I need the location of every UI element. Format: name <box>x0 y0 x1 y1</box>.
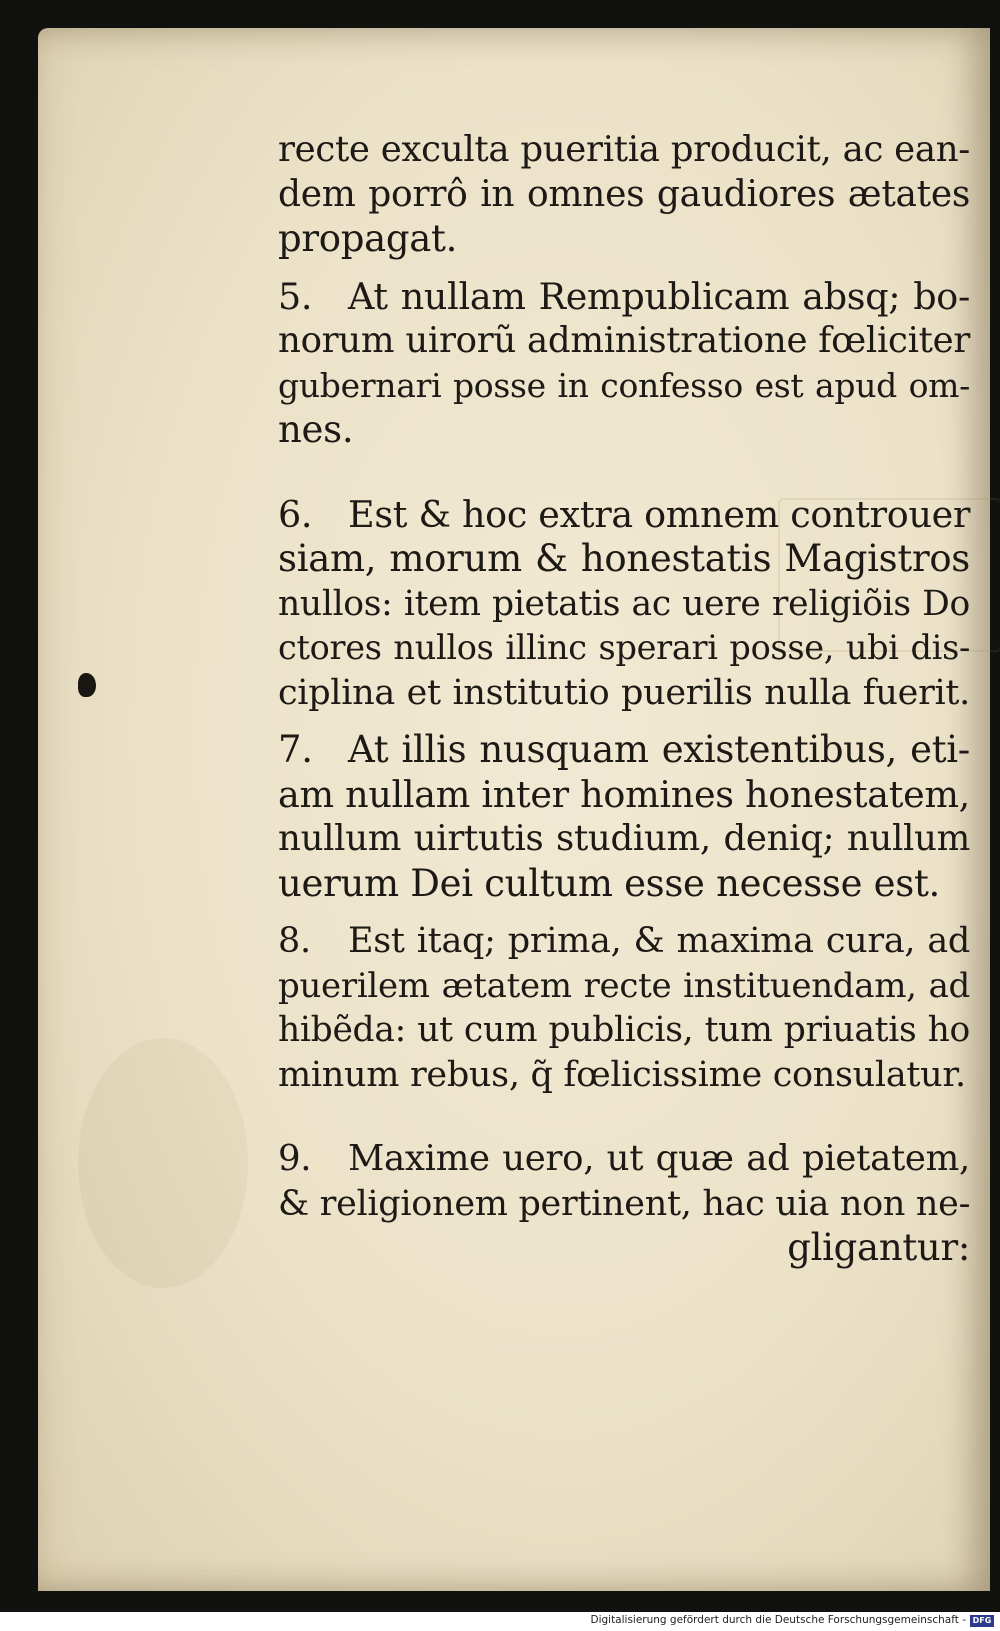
text-line: & religionem pertinent, hac uia non ne- <box>278 1183 971 1224</box>
text-line: uerum Dei cultum esse necesse est. <box>278 861 940 905</box>
dfg-logo: DFG <box>970 1615 994 1627</box>
paragraph-9 <box>278 1137 970 1271</box>
text-line: siam, morum & honestatis Magistros <box>278 537 970 580</box>
paragraph-number: 6. <box>278 492 313 536</box>
text-line: hibẽda: ut cum publicis, tum priuatis ho <box>278 1010 970 1050</box>
catchword-line: gligantur: <box>787 1226 970 1269</box>
text-line: nullos: item pietatis ac uere religiõis Do <box>278 583 970 624</box>
text-line: nullum uirtutis studium, deniq; nullum <box>278 818 970 859</box>
paragraph-6 <box>278 493 970 716</box>
text-line: recte exculta pueritia producit, ac ean- <box>278 129 970 170</box>
text-line: propagat. <box>278 217 458 260</box>
text-line: puerilem ætatem recte instituendam, ad <box>278 965 970 1006</box>
text-line: 8. Est itaq; prima, & maxima cura, ad <box>278 919 970 964</box>
paragraph-4-continuation <box>278 128 970 262</box>
text-line: ctores nullos illinc sperari posse, ubi dis- <box>278 628 970 667</box>
text-line: norum uirorũ administratione fœliciter <box>278 320 970 361</box>
page-text <box>278 128 970 1271</box>
text-line: 6. Est & hoc extra omnem controuer <box>278 492 971 536</box>
paper-stain <box>78 1038 248 1288</box>
text-line: 9. Maxime uero, ut quæ ad pietatem, <box>278 1137 970 1182</box>
paragraph-5 <box>278 275 970 453</box>
paragraph-number: 8. <box>278 921 311 961</box>
funding-credit: Digitalisierung gefördert durch die Deutsche Forschungsgemeinschaft - <box>590 1614 966 1626</box>
text-line: 5. At nullam Rempublicam absq; bo- <box>278 274 970 318</box>
text-line: ciplina et institutio puerilis nulla fuerit. <box>278 672 970 713</box>
text-line: 7. At illis nusquam existentibus, eti- <box>278 728 970 771</box>
paragraph-number: 9. <box>278 1138 312 1179</box>
text-line: minum rebus, q̃ fœlicissime consulatur. <box>278 1054 966 1095</box>
ink-blot <box>78 673 96 697</box>
text-line: gubernari posse in confesso est apud om- <box>278 365 970 405</box>
text-line: nes. <box>278 408 354 451</box>
paragraph-8 <box>278 919 970 1097</box>
paragraph-number: 7. <box>278 728 313 771</box>
text-line: am nullam inter homines honestatem, <box>278 772 970 816</box>
footer-bar <box>0 1612 1000 1631</box>
text-line: dem porrô in omnes gaudiores ætates <box>278 173 970 215</box>
paragraph-number: 5. <box>278 274 313 318</box>
paragraph-7 <box>278 728 970 906</box>
